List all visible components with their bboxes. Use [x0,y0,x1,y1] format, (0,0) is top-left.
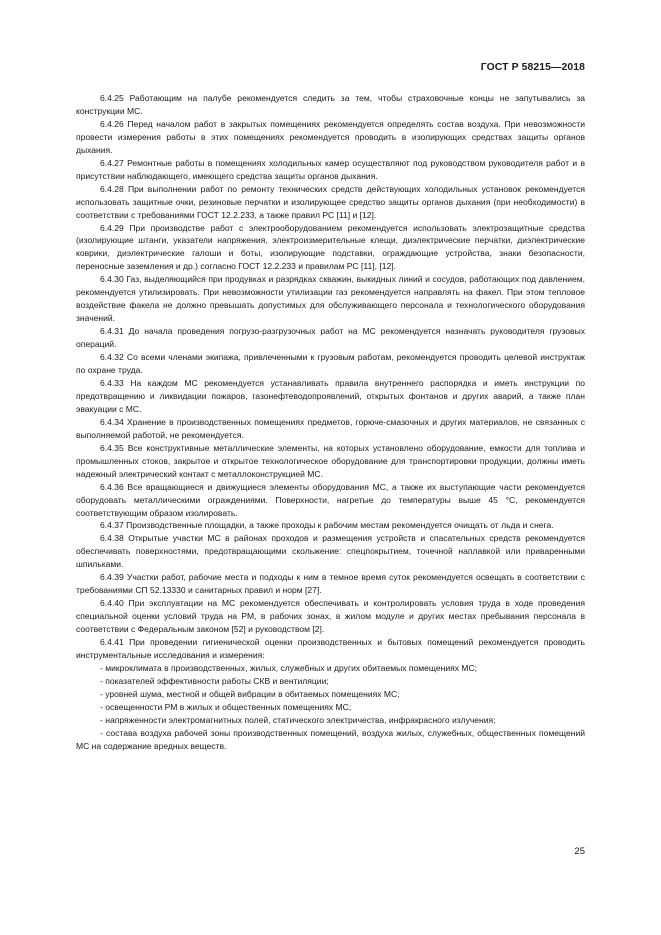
paragraph-6-4-39: 6.4.39 Участки работ, рабочие места и подходы к ним в темное время суток рекомендуется освещать в соответствии с требованиями СП 52.13330 и санитарных правил и норм [27]. [76,572,585,596]
paragraph-6-4-40: 6.4.40 При эксплуатации на МС рекомендуется обеспечивать и контролировать условия труда в ходе проведения специальной оценки условий труда на РМ, в рабочих зонах, в жилом модуле и других местах пребывания персонала в соответствии с Федеральным законом [52] и руководством [2]. [76,598,585,635]
paragraph-6-4-37: 6.4.37 Производственные площадки, а также проходы к рабочим местам рекомендуется очищать от льда и снега. [100,520,554,531]
standard-header: ГОСТ Р 58215—2018 [480,62,585,73]
list-item: - показателей эффективности работы СКВ и вентиляции; [100,675,329,686]
paragraph-6-4-41: 6.4.41 При проведении гигиенической оценки производственных и бытовых помещений рекомендуется проводить инструментальные исследования и измерения: [76,637,585,660]
document-body [76,92,585,753]
paragraph-6-4-30: 6.4.30 Газ, выделяющийся при продувках и разрядках скважин, выкидных линий и сосудов, работающих под давлением, рекомендуется утилизировать. При невозможности утилизации газ рекомендуется направлять на факел. При этом тепловое воздействие факела не должно превышать допустимых для обслуживающего персонала и технологического оборудования значений. [76,274,585,324]
paragraph-6-4-29: 6.4.29 При производстве работ с электрооборудованием рекомендуется использовать электрозащитные средства (изолирующие штанги, указатели напряжения, электроизмерительные клещи, диэлектрические перчатки, диэлектрические коврики, диэлектрические галоши и боты, изолирующие подставки, ограждающие устройства, знаки безопасности, переносные заземления и др.) согласно ГОСТ 12.2.233 и правилам РС [11], [12]. [76,222,585,272]
paragraph-6-4-35: 6.4.35 Все конструктивные металлические элементы, на которых установлено оборудование, емкости для топлива и промышленных стоков, закрытое и открытое технологическое оборудование для транспортировки продукции, должны иметь надежный электрический контакт с металлоконструкцией МС. [76,442,585,479]
paragraph-6-4-26: 6.4.26 Перед началом работ в закрытых помещениях рекомендуется определять состав воздуха. При невозможности провести измерения работы в этих помещениях рекомендуется проводить в изолирующих средствах защиты органов дыхания. [76,118,585,155]
list-item: - микроклимата в производственных, жилых, служебных и других обитаемых помещениях МС; [100,662,478,673]
paragraph-6-4-25: 6.4.25 Работающим на палубе рекомендуется следить за тем, чтобы страховочные концы не запутывались за конструкции МС. [76,93,585,116]
list-item: - напряженности электромагнитных полей, статического электричества, инфракрасного излучения; [100,714,496,725]
list-item: - освещенности РМ в жилых и общественных помещениях МС; [100,701,352,712]
paragraph-6-4-28: 6.4.28 При выполнении работ по ремонту технических средств действующих холодильных установок рекомендуется использовать защитные очки, резиновые перчатки и изолирующее средство защиты органов дыхания (при необходимости) в соответствии с требованиями ГОСТ 12.2.233, а также правил РС [11] и [12]. [76,183,585,220]
list-item: - уровней шума, местной и общей вибрации в обитаемых помещениях МС; [100,688,400,699]
paragraph-6-4-31: 6.4.31 До начала проведения погрузо-разгрузочных работ на МС рекомендуется назначать руководителя грузовых операций. [76,326,585,350]
paragraph-6-4-34: 6.4.34 Хранение в производственных помещениях предметов, горюче-смазочных и других материалов, не связанных с выполняемой работой, не рекомендуется. [76,416,585,440]
paragraph-6-4-32: 6.4.32 Со всеми членами экипажа, привлеченными к грузовым работам, рекомендуется проводить целевой инструктаж по охране труда. [76,352,585,376]
page-number: 25 [574,846,585,857]
list-item: - состава воздуха рабочей зоны производственных помещений, воздуха жилых, служебных, общественных помещений МС на содержание вредных веществ. [76,727,585,751]
paragraph-6-4-27: 6.4.27 Ремонтные работы в помещениях холодильных камер осуществляют под руководством руководителя работ и в присутствии наблюдающего, имеющего средства защиты органов дыхания. [76,157,585,181]
paragraph-6-4-38: 6.4.38 Открытые участки МС в районах проходов и размещения устройств и спасательных средств рекомендуется обеспечивать поверхностями, предотвращающими скольжение: спецпокрытием, точечной наплавкой или приваренными шпильками. [76,533,585,570]
paragraph-6-4-33: 6.4.33 На каждом МС рекомендуется устанавливать правила внутреннего распорядка и иметь инструкции по предотвращению и ликвидации пожаров, газонефтеводопроявлений, открытых фонтанов и других аварий, а также план эвакуации с МС. [76,377,585,414]
paragraph-6-4-36: 6.4.36 Все вращающиеся и движущиеся элементы оборудования МС, а также их выступающие части рекомендуется оборудовать металлическими ограждениями. Поверхности, нагретые до температуры выше 45 °С, рекомендуется соответствующим образом изолировать. [76,481,585,518]
